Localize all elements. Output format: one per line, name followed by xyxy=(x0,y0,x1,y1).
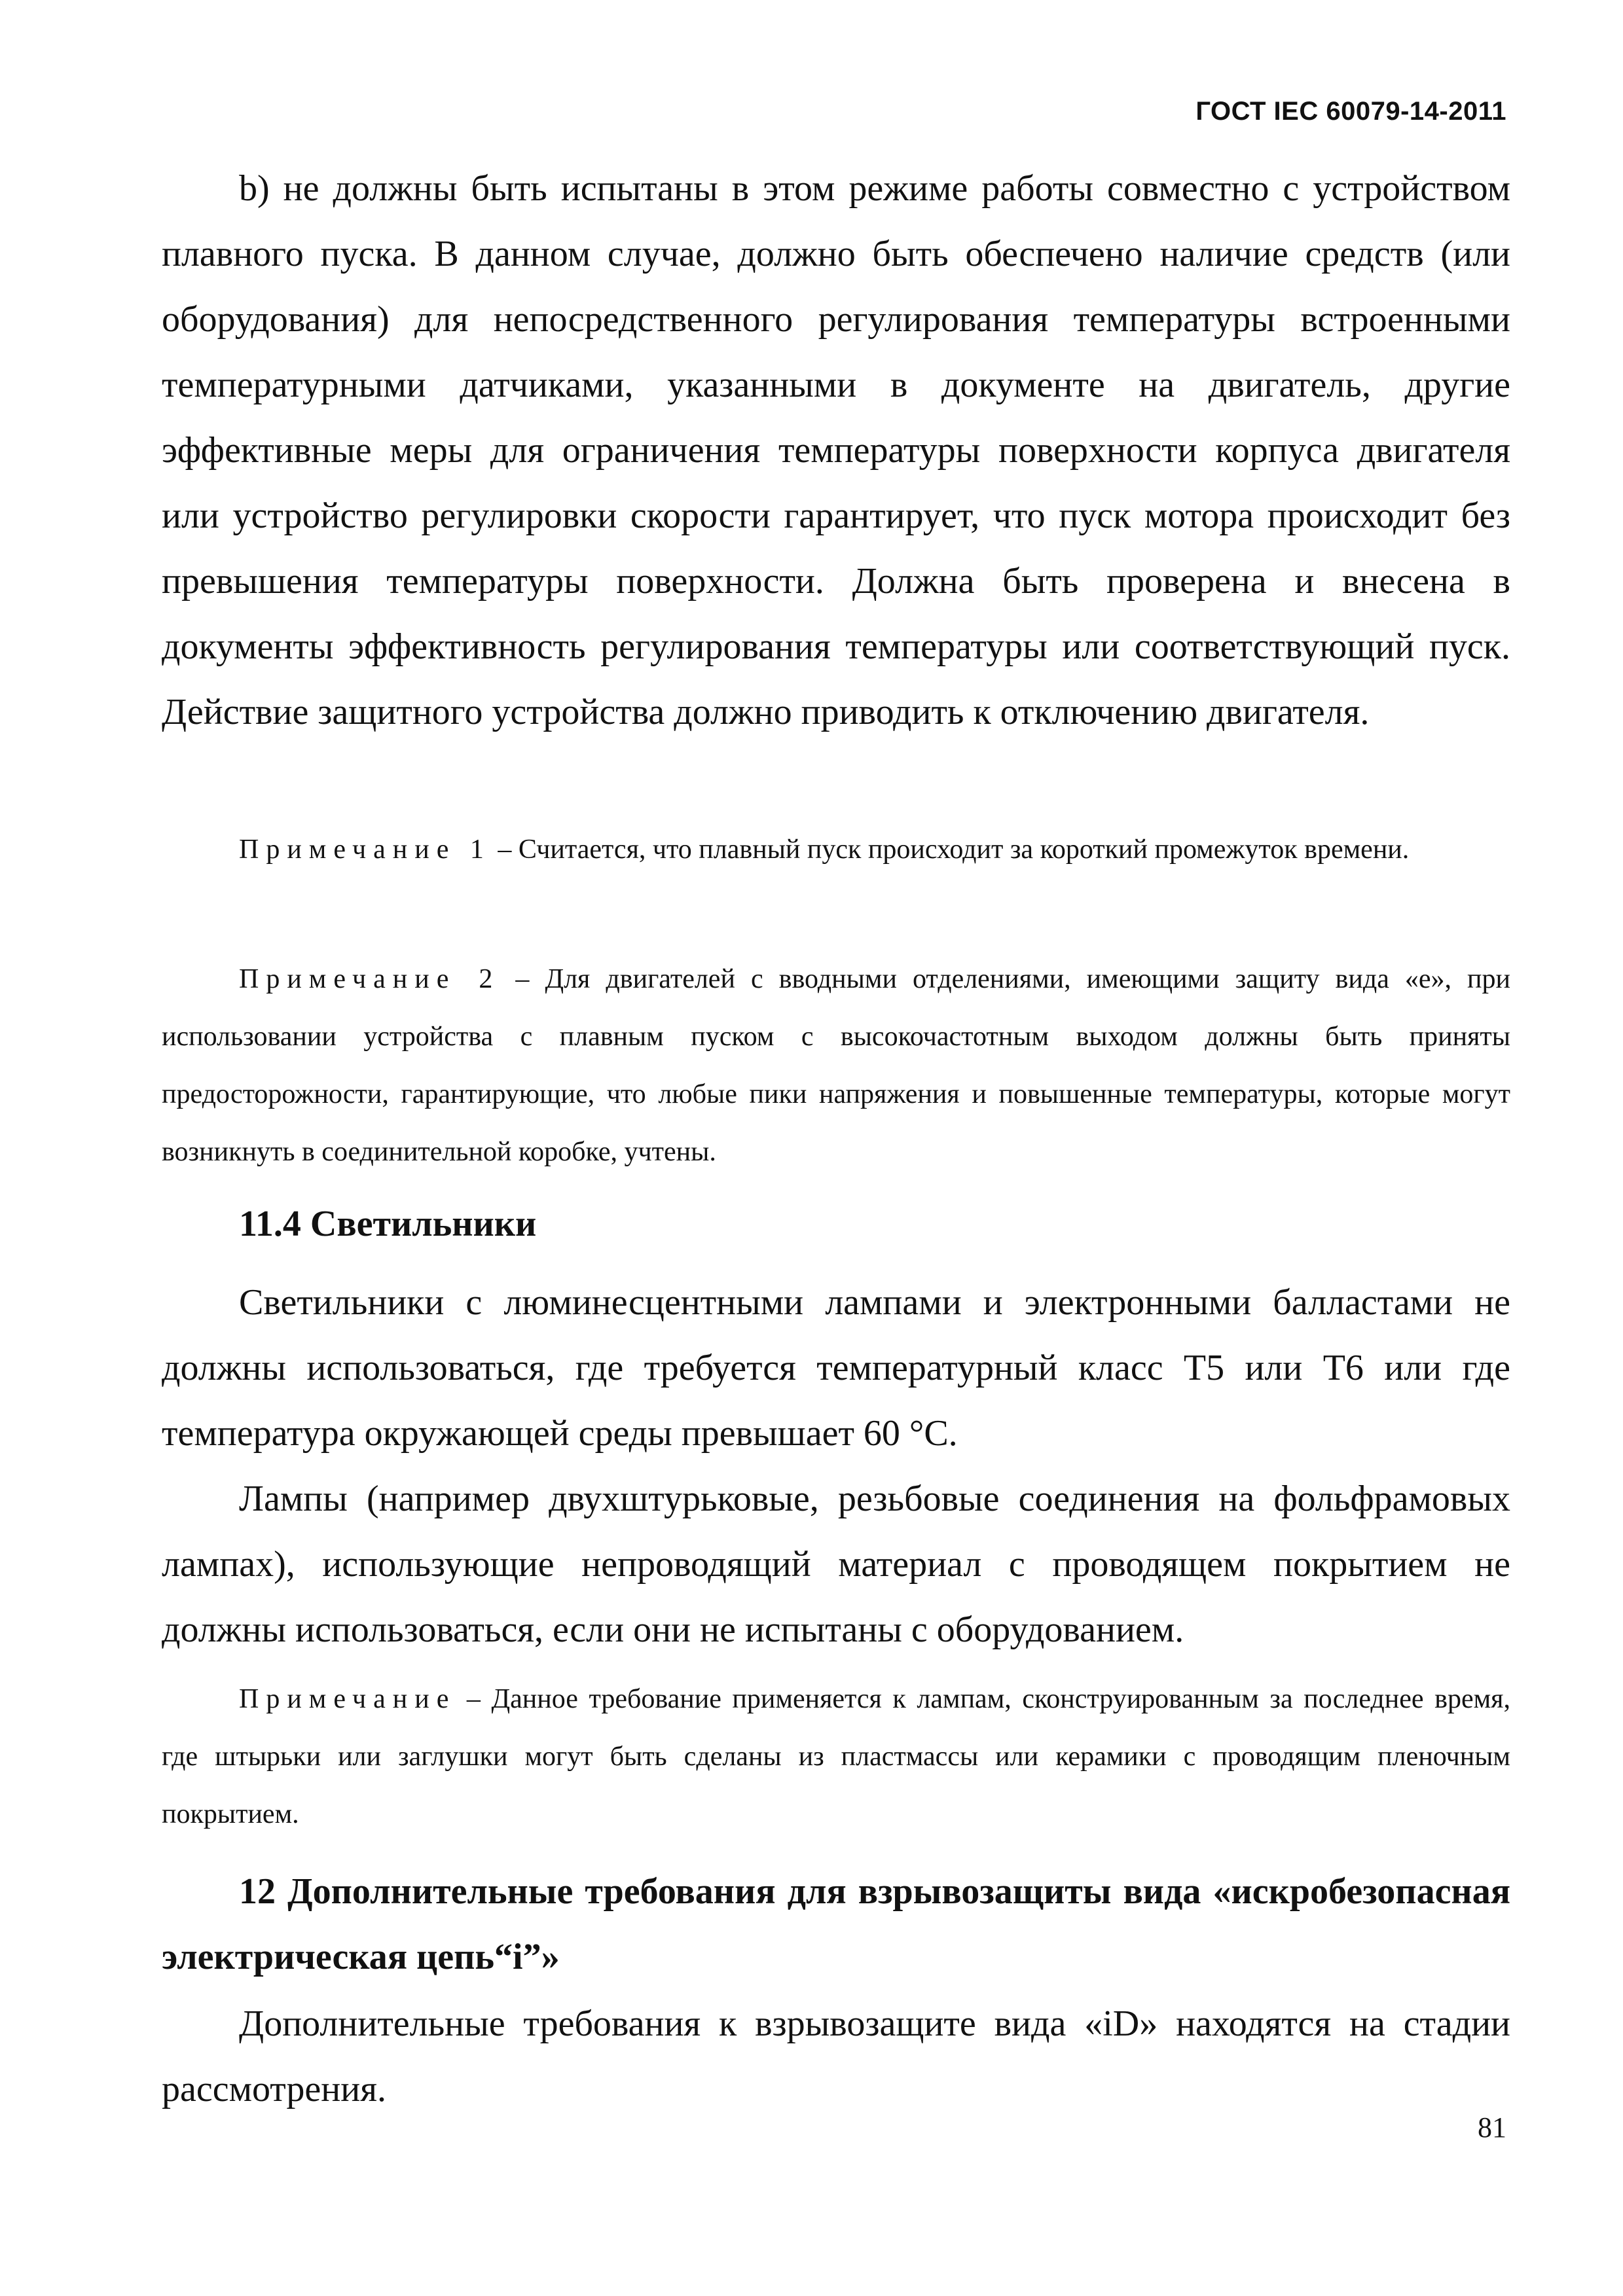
paragraph-b xyxy=(162,156,1510,745)
note-2-label: Примечание 2 xyxy=(239,964,500,994)
document-code-header: ГОСТ IEC 60079-14-2011 xyxy=(1195,97,1506,126)
note-2-text: Для двигателей с вводными отделениями, имеющими защиту вида «е», при использовании устройства с плавным пуском с высокочастотным выходом должны быть приняты предосторожности, гарантирующие, что любые пики напряжения и повышенные температуры, которые могут возникнуть в соединительной коробке, учтены. xyxy=(162,964,1510,1167)
note-3-text: Данное требование применяется к лампам, сконструированным за последнее время, где штырьки или заглушки могут быть сделаны из пластмассы или керамики с проводящим пленочным покрытием. xyxy=(162,1684,1510,1829)
note-3-dash: – xyxy=(456,1684,492,1714)
paragraph-12-text: Дополнительные требования к взрывозащите вида «iD» находятся на стадии рассмотрения. xyxy=(162,2003,1510,2109)
paragraph-luminaires-text: Светильники с люминесцентными лампами и электронными балластами не должны использоваться, где требуется температурный класс Т5 или Т6 или где температура окружающей среды превышает 60 °С. xyxy=(162,1282,1510,1454)
section-12-title: 12 Дополнительные требования для взрывозащиты вида «искробезопасная электрическая цепь“i”» xyxy=(162,1871,1510,1977)
paragraph-b-text: b) не должны быть испытаны в этом режиме работы совместно с устройством плавного пуска. В данном случае, должно быть обеспечено наличие средств (или оборудования) для непосредственного регулирования температуры встроенными температурными датчиками, указанными в документе на двигатель, другие эффективные меры для ограничения температуры поверхности корпуса двигателя или устройство регулировки скорости гарантирует, что пуск мотора происходит без превышения температуры поверхности. Должна быть проверена и внесена в документы эффективность регулирования температуры или соответствующий пуск. Действие защитного устройства должно приводить к отключению двигателя. xyxy=(162,168,1510,732)
page-number: 81 xyxy=(1478,2111,1506,2144)
note-3 xyxy=(162,1670,1510,1843)
note-2-dash: – xyxy=(500,964,545,994)
note-1-text: Считается, что плавный пуск происходит за короткий промежуток времени. xyxy=(518,834,1410,865)
note-3-label: Примечание xyxy=(239,1684,456,1714)
paragraph-12 xyxy=(162,1991,1510,2122)
section-11-4-title: 11.4 Светильники xyxy=(239,1204,537,1244)
note-2 xyxy=(162,950,1510,1181)
note-1 xyxy=(162,821,1510,878)
section-11-4 xyxy=(162,1191,1510,1257)
note-1-dash: – xyxy=(490,834,519,865)
paragraph-lamps xyxy=(162,1466,1510,1662)
section-12 xyxy=(162,1859,1510,1990)
paragraph-lamps-text: Лампы (например двухштурьковые, резьбовые соединения на фольфрамовых лампах), использующие непроводящий материал с проводящем покрытием не должны использоваться, если они не испытаны с оборудованием. xyxy=(162,1479,1510,1650)
note-1-label: Примечание 1 xyxy=(239,834,491,865)
paragraph-luminaires xyxy=(162,1270,1510,1466)
